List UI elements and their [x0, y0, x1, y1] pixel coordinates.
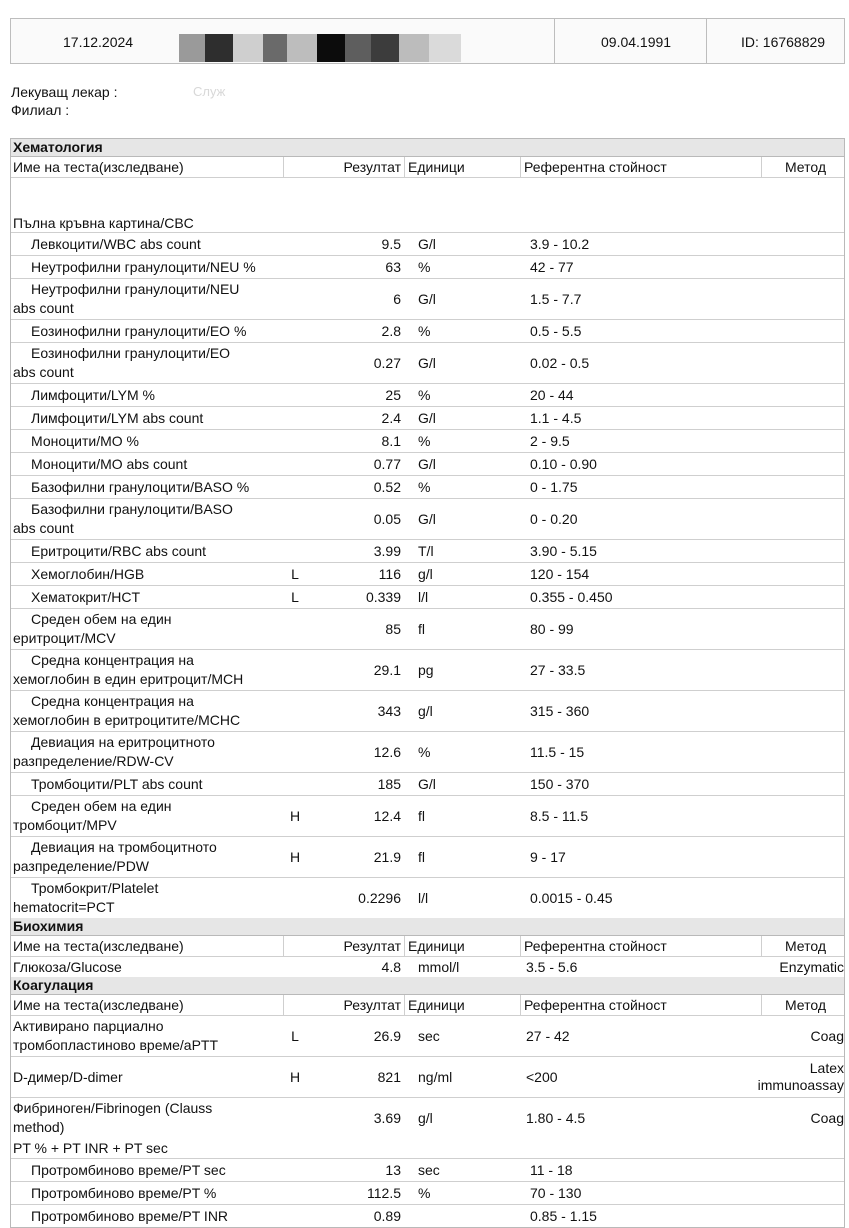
test-unit: mmol/l — [418, 959, 460, 975]
table-row — [11, 1182, 844, 1205]
test-name: Лимфоцити/LYM abs count — [31, 409, 204, 426]
column-header-method: Метод — [784, 996, 826, 1013]
test-name: Базофилни гранулоцити/BASO % — [31, 478, 250, 495]
test-unit: G/l — [418, 355, 436, 371]
reference-range: 80 - 99 — [530, 621, 574, 637]
reference-range: <200 — [526, 1069, 558, 1085]
reference-range: 20 - 44 — [530, 387, 574, 403]
test-name: Моноцити/MO abs count — [31, 455, 188, 472]
section-title-biochemistry: Биохимия — [11, 918, 844, 936]
method-line2: immunoassay — [757, 1077, 844, 1093]
column-header-result: Резултат — [343, 997, 401, 1013]
reference-range: 27 - 33.5 — [530, 662, 586, 678]
test-name: D-димер/D-dimer — [13, 1068, 123, 1085]
test-result: 85 — [385, 621, 401, 637]
test-result: 12.6 — [373, 744, 401, 760]
abnormal-flag: H — [289, 849, 301, 865]
table-row — [11, 499, 844, 540]
test-name-line2: method) — [13, 1119, 65, 1135]
test-unit: ng/ml — [418, 1069, 453, 1085]
test-name-line2: разпределение/RDW-CV — [13, 753, 174, 769]
reference-range: 0.355 - 0.450 — [530, 589, 613, 605]
table-row — [11, 878, 844, 918]
test-result: 26.9 — [373, 1028, 401, 1044]
table-row — [11, 773, 844, 796]
table-row — [11, 957, 844, 977]
test-result: 8.1 — [381, 433, 401, 449]
table-row — [11, 691, 844, 732]
test-method: Coag — [810, 1027, 844, 1044]
test-result: 0.89 — [373, 1208, 401, 1224]
test-result: 6 — [393, 291, 401, 307]
table-row — [11, 233, 844, 256]
test-name: Моноцити/MO % — [31, 432, 139, 449]
patient-id: ID: 16768829 — [741, 34, 826, 50]
reference-range: 70 - 130 — [530, 1185, 582, 1201]
test-name: Протромбиново време/PT INR — [31, 1207, 229, 1224]
method-line1: Latex — [809, 1060, 844, 1076]
abnormal-flag: L — [291, 1028, 299, 1044]
table-row — [11, 1205, 844, 1227]
abnormal-flag: H — [289, 1069, 301, 1085]
test-name-line2: abs count — [13, 300, 74, 316]
reference-range: 42 - 77 — [530, 259, 574, 275]
test-name: Тромбоцити/PLT abs count — [31, 775, 203, 792]
table-row — [11, 732, 844, 773]
test-name-line2: тромбопластиново време/aPTT — [13, 1037, 219, 1053]
table-row — [11, 1016, 844, 1057]
lab-results-table — [10, 138, 845, 1228]
reference-range: 11 - 18 — [530, 1162, 573, 1178]
test-name: Левкоцити/WBC abs count — [31, 235, 201, 252]
test-result: 21.9 — [373, 849, 401, 865]
test-result: 0.27 — [373, 355, 401, 371]
test-result: 2.8 — [381, 323, 401, 339]
test-name-line2: hematocrit=PCT — [13, 899, 115, 915]
test-name-line2: abs count — [13, 364, 74, 380]
test-name-line2: хемоглобин в еритроцитите/MCHC — [13, 712, 241, 728]
column-header-row — [11, 936, 844, 957]
test-unit: G/l — [418, 236, 436, 252]
reference-range: 8.5 - 11.5 — [530, 808, 589, 824]
test-method: Enzymatic — [779, 958, 844, 975]
reference-range: 120 - 154 — [530, 566, 590, 582]
birth-date: 09.04.1991 — [601, 34, 672, 50]
doctor-label: Лекуващ лекар : — [11, 84, 118, 100]
column-header-reference: Референтна стойност — [524, 159, 667, 175]
table-row — [11, 1057, 844, 1098]
test-result: 112.5 — [367, 1185, 401, 1201]
test-result: 25 — [385, 387, 401, 403]
test-name-line2: abs count — [13, 520, 74, 536]
reference-range: 315 - 360 — [530, 703, 590, 719]
test-unit: fl — [418, 621, 425, 637]
table-row — [11, 1098, 844, 1138]
header-divider — [706, 19, 707, 63]
test-result: 3.69 — [373, 1110, 401, 1126]
table-row — [11, 563, 844, 586]
table-row — [11, 650, 844, 691]
test-result: 0.52 — [373, 479, 401, 495]
column-header-method: Метод — [784, 937, 826, 954]
abnormal-flag: H — [289, 808, 301, 824]
reference-range: 9 - 17 — [530, 849, 566, 865]
reference-range: 2 - 9.5 — [530, 433, 570, 449]
test-name-line2: еритроцит/MCV — [13, 630, 116, 646]
column-header-name: Име на теста(изследване) — [13, 996, 184, 1013]
column-header-name: Име на теста(изследване) — [13, 937, 184, 954]
column-header-name: Име на теста(изследване) — [13, 158, 184, 175]
column-header-result: Резултат — [343, 159, 401, 175]
test-unit: % — [418, 744, 431, 760]
table-row — [11, 837, 844, 878]
test-unit: G/l — [418, 291, 436, 307]
column-header-result: Резултат — [343, 938, 401, 954]
table-row — [11, 796, 844, 837]
table-row — [11, 453, 844, 476]
test-name-line1: Неутрофилни гранулоцити/NEU — [31, 281, 240, 297]
test-name-line1: Тромбокрит/Platelet — [31, 880, 159, 896]
test-unit: g/l — [418, 1110, 433, 1126]
test-unit: fl — [418, 849, 425, 865]
test-unit: g/l — [418, 566, 433, 582]
test-name: Хемоглобин/HGB — [31, 565, 145, 582]
test-unit: % — [418, 387, 431, 403]
test-unit: G/l — [418, 456, 436, 472]
reference-range: 0 - 0.20 — [530, 511, 578, 527]
test-name-line1: Девиация на тромбоцитното — [31, 839, 217, 855]
reference-range: 150 - 370 — [530, 776, 590, 792]
reference-range: 0.5 - 5.5 — [530, 323, 582, 339]
table-row — [11, 430, 844, 453]
table-row — [11, 256, 844, 279]
reference-range: 1.1 - 4.5 — [530, 410, 582, 426]
column-header-method: Метод — [784, 158, 826, 175]
test-result: 13 — [385, 1162, 401, 1178]
reference-range: 11.5 - 15 — [530, 744, 585, 760]
test-name: Глюкоза/Glucose — [13, 958, 122, 975]
test-name-line1: Среден обем на един — [31, 611, 172, 627]
section-title-coagulation: Коагулация — [11, 977, 844, 995]
reference-range: 3.9 - 10.2 — [530, 236, 590, 252]
reference-range: 3.90 - 5.15 — [530, 543, 597, 559]
test-unit: pg — [418, 662, 434, 678]
test-name: Неутрофилни гранулоцити/NEU % — [31, 258, 256, 275]
reference-range: 27 - 42 — [526, 1028, 570, 1044]
test-name-line2: разпределение/PDW — [13, 858, 150, 874]
test-name-line1: Фибриноген/Fibrinogen (Clauss — [13, 1100, 213, 1116]
test-result: 4.8 — [381, 959, 401, 975]
test-name: Лимфоцити/LYM % — [31, 386, 155, 403]
group-label-pt: PT % + PT INR + PT sec — [13, 1140, 168, 1156]
reference-range: 0.85 - 1.15 — [530, 1208, 597, 1224]
group-row-pt — [11, 1138, 844, 1159]
test-name: Хематокрит/HCT — [31, 588, 141, 605]
branch-label: Филиал : — [11, 102, 70, 118]
column-header-reference: Референтна стойност — [524, 997, 667, 1013]
test-name-line1: Среден обем на един — [31, 798, 172, 814]
test-result: 9.5 — [381, 236, 401, 252]
test-unit: sec — [418, 1162, 440, 1178]
header-divider — [554, 19, 555, 63]
patient-header — [10, 18, 845, 64]
reference-range: 0 - 1.75 — [530, 479, 578, 495]
reference-range: 1.5 - 7.7 — [530, 291, 582, 307]
test-unit: % — [418, 1185, 431, 1201]
abnormal-flag: L — [291, 566, 299, 582]
test-name-line1: Девиация на еритроцитното — [31, 734, 215, 750]
test-name-line1: Базофилни гранулоцити/BASO — [31, 501, 233, 517]
test-unit: G/l — [418, 776, 436, 792]
test-result: 3.99 — [373, 543, 401, 559]
test-unit: sec — [418, 1028, 440, 1044]
test-unit: G/l — [418, 410, 436, 426]
test-unit: % — [418, 323, 431, 339]
reference-range: 1.80 - 4.5 — [526, 1110, 586, 1126]
doctor-value: Служ — [193, 84, 226, 99]
column-header-units: Единици — [408, 997, 465, 1013]
test-result: 29.1 — [373, 662, 401, 678]
test-name-line1: Еозинофилни гранулоцити/EO — [31, 345, 231, 361]
abnormal-flag: L — [291, 589, 299, 605]
column-header-units: Единици — [408, 938, 465, 954]
test-unit: l/l — [418, 589, 429, 605]
test-unit: l/l — [418, 890, 429, 906]
test-result: 63 — [385, 259, 401, 275]
column-header-units: Единици — [408, 159, 465, 175]
column-header-row — [11, 995, 844, 1016]
test-name: Протромбиново време/PT sec — [31, 1161, 226, 1178]
test-result: 0.2296 — [358, 890, 401, 906]
table-row — [11, 279, 844, 320]
reference-range: 0.02 - 0.5 — [530, 355, 590, 371]
test-unit: % — [418, 433, 431, 449]
test-result: 2.4 — [381, 410, 401, 426]
group-label-cbc: Пълна кръвна картина/CBC — [13, 215, 194, 231]
test-name-line1: Активирано парциално — [13, 1018, 164, 1034]
test-method: Coag — [810, 1109, 844, 1126]
table-row — [11, 609, 844, 650]
column-header-row — [11, 157, 844, 178]
test-result: 0.05 — [373, 511, 401, 527]
table-row — [11, 384, 844, 407]
test-result: 116 — [378, 566, 401, 582]
test-unit: G/l — [418, 511, 436, 527]
table-row — [11, 540, 844, 563]
test-name-line2: хемоглобин в един еритроцит/MCH — [13, 671, 244, 687]
test-name: Еритроцити/RBC abs count — [31, 542, 207, 559]
table-row — [11, 320, 844, 343]
test-result: 343 — [377, 703, 401, 719]
table-row — [11, 476, 844, 499]
test-unit: T/l — [418, 543, 434, 559]
test-unit: % — [418, 479, 431, 495]
test-name: Еозинофилни гранулоцити/EO % — [31, 322, 247, 339]
test-unit: fl — [418, 808, 425, 824]
table-row — [11, 1159, 844, 1182]
reference-range: 0.0015 - 0.45 — [530, 890, 613, 906]
reference-range: 0.10 - 0.90 — [530, 456, 597, 472]
table-row — [11, 343, 844, 384]
test-result: 185 — [377, 776, 401, 792]
reference-range: 3.5 - 5.6 — [526, 959, 578, 975]
report-date: 17.12.2024 — [63, 34, 134, 50]
test-unit: g/l — [418, 703, 433, 719]
test-result: 821 — [377, 1069, 401, 1085]
test-name: Протромбиново време/PT % — [31, 1184, 217, 1201]
test-name-line2: тромбоцит/MPV — [13, 817, 117, 833]
section-title-hematology: Хематология — [11, 139, 844, 157]
redacted-patient-name — [179, 34, 461, 62]
test-result: 12.4 — [373, 808, 401, 824]
table-row — [11, 586, 844, 609]
table-row — [11, 407, 844, 430]
test-result: 0.339 — [365, 589, 401, 605]
test-unit: % — [418, 259, 431, 275]
test-result: 0.77 — [373, 456, 401, 472]
test-name-line1: Средна концентрация на — [31, 693, 194, 709]
column-header-reference: Референтна стойност — [524, 938, 667, 954]
test-name-line1: Средна концентрация на — [31, 652, 194, 668]
group-row-cbc — [11, 178, 844, 233]
